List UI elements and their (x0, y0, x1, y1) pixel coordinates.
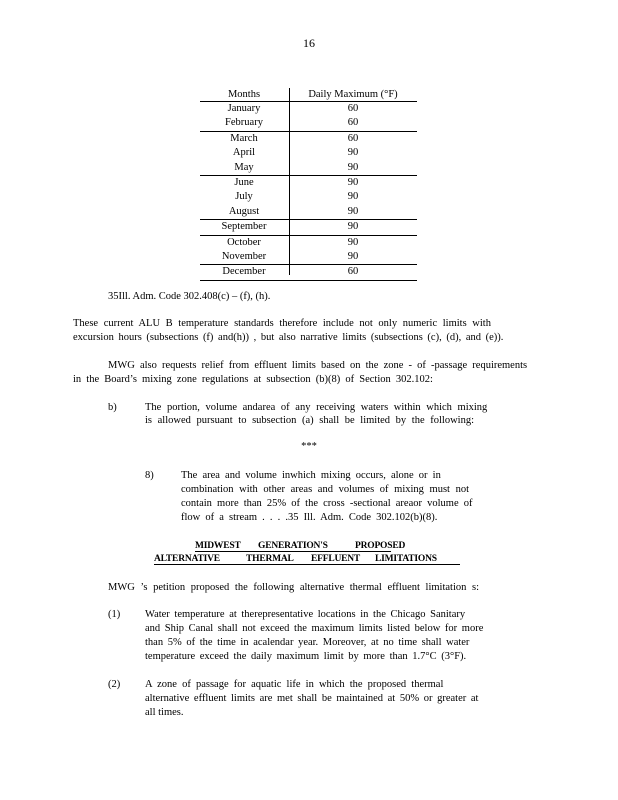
footnote: 35Ill. Adm. Code 302.408(c) – (f), (h). (108, 291, 271, 302)
item2-line1: A zone of passage for aquatic life in which the proposed thermal (145, 679, 444, 690)
table-row (200, 102, 417, 116)
month-cell: June (234, 176, 254, 188)
item2-line3: all times. (145, 707, 184, 718)
item1-label: (1) (108, 609, 121, 620)
heading-word: LIMITATIONS (375, 554, 437, 564)
item1-line3: than 5% of the time in acalendar year. Moreover, at no time shall water (145, 637, 470, 648)
month-cell: April (232, 147, 256, 159)
table-row (200, 132, 417, 146)
quote-8-line3: contain more than 25% of the cross -sectional areaor volume of (181, 498, 473, 509)
table-row (200, 116, 417, 131)
item1-line2: and Ship Canal shall not exceed the maximum limits listed below for more (145, 623, 484, 634)
page-number: 16 (303, 36, 315, 50)
quote-8-line1: The area and volume inwhich mixing occurs, alone or in (181, 470, 441, 481)
daily-maximum-cell: 90 (347, 176, 359, 188)
heading-word: THERMAL (246, 554, 294, 564)
table-row (200, 176, 417, 190)
daily-maximum-cell: 90 (347, 147, 359, 159)
month-cell: February (225, 117, 263, 129)
para3: MWG ’s petition proposed the following alternative thermal effluent limitation s: (108, 582, 479, 593)
table-row (200, 236, 417, 250)
heading-word: GENERATION'S (258, 541, 328, 551)
quote-8-line2: combination with other areas and volumes of mixing must not (181, 484, 469, 495)
month-cell: September (221, 221, 267, 233)
quote-b-label: b) (108, 402, 117, 413)
heading-word: MIDWEST (195, 541, 241, 551)
daily-maximum-cell: 60 (347, 117, 359, 129)
month-cell: August (228, 205, 260, 217)
monthly-temperature-table (200, 88, 417, 281)
month-cell: December (222, 266, 266, 278)
month-cell: November (221, 250, 267, 262)
item1-line1: Water temperature at therepresentative locations in the Chicago Sanitary (145, 609, 466, 620)
table-row (200, 146, 417, 160)
month-cell: October (227, 236, 261, 248)
table-row (200, 250, 417, 265)
daily-maximum-cell: 90 (347, 236, 359, 248)
quote-b-line2: is allowed pursuant to subsection (a) shall be limited by the following: (145, 415, 474, 426)
quote-8-line4: flow of a stream . . . .35 Ill. Adm. Code 302.102(b)(8). (181, 512, 438, 523)
daily-maximum-cell: 90 (347, 221, 359, 233)
asterisks: *** (301, 441, 317, 452)
table-header (200, 88, 417, 102)
heading-word: ALTERNATIVE (154, 554, 220, 564)
daily-maximum-cell: 60 (347, 103, 359, 114)
table-row (200, 161, 417, 176)
para1-line2: excursion hours (subsections (f) and(h)) , but also narrative limits (subsections (c), (d), and (e)). (73, 332, 504, 343)
heading-word: EFFLUENT (311, 554, 361, 564)
heading-underline (195, 551, 391, 552)
table-row (200, 205, 417, 220)
item2-label: (2) (108, 679, 121, 690)
month-cell: January (227, 103, 261, 114)
daily-maximum-cell: 60 (347, 266, 359, 278)
quote-b-line1: The portion, volume andarea of any receiving waters within which mixing (145, 402, 488, 413)
para2-line2: in the Board’s mixing zone regulations at subsection (b)(8) of Section 302.102: (73, 374, 433, 385)
table-row (200, 190, 417, 204)
table-row (200, 220, 417, 235)
daily-maximum-cell: 60 (347, 132, 359, 144)
month-cell: May (234, 161, 254, 173)
daily-maximum-cell: 90 (347, 191, 359, 203)
month-cell: March (230, 132, 258, 144)
daily-maximum-cell: 90 (347, 205, 359, 217)
header-daily-maximum: Daily Maximum (°F) (308, 89, 398, 100)
quote-8-label: 8) (145, 470, 154, 481)
heading-underline (154, 564, 460, 565)
para2-line1: MWG also requests relief from effluent limits based on the zone - of -passage requirements (108, 360, 528, 371)
table-row (200, 265, 417, 280)
month-cell: July (235, 191, 253, 203)
heading-word: PROPOSED (355, 541, 406, 551)
item2-line2: alternative effluent limits are met shall be maintained at 50% or greater at (145, 693, 479, 704)
daily-maximum-cell: 90 (347, 250, 359, 262)
header-months: Months (227, 89, 261, 100)
item1-line4: temperature exceed the daily maximum limit by more than 1.7°C (3°F). (145, 651, 467, 662)
para1-line1: These current ALU B temperature standards therefore include not only numeric limits with (73, 318, 491, 329)
daily-maximum-cell: 90 (347, 161, 359, 173)
